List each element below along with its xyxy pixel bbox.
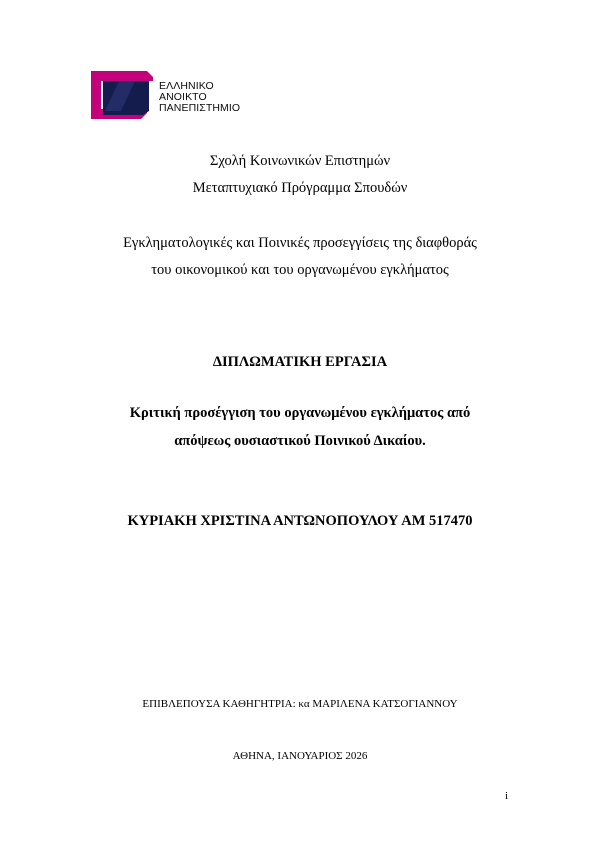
supervisor: ΕΠΙΒΛΕΠΟΥΣΑ ΚΑΘΗΓΗΤΡΙΑ: κα ΜΑΡΙΛΕΝΑ ΚΑΤΣΟΓΙΑΝΝΟΥ: [142, 698, 458, 710]
author-name: ΚΥΡΙΑΚΗ ΧΡΙΣΤΙΝΑ ΑΝΤΩΝΟΠΟΥΛΟΥ ΑΜ 517470: [127, 513, 473, 529]
logo-line-1: ΕΛΛΗΝΙΚΟ: [159, 80, 214, 92]
university-logo: [91, 71, 271, 119]
program-name: Μεταπτυχιακό Πρόγραμμα Σπουδών: [192, 180, 408, 196]
logo-wordmark: [159, 81, 240, 114]
document-type: ΔΙΠΛΩΜΑΤΙΚΗ ΕΡΓΑΣΙΑ: [212, 354, 388, 370]
specialization-line-1: Εγκληματολογικές και Ποινικές προσεγγίσεις της διαφθοράς: [123, 235, 477, 251]
specialization-line-2: του οικονομικού και του οργανωμένου εγκλήματος: [151, 262, 449, 278]
logo-line-2: ΑΝΟΙΚΤΟ: [159, 91, 207, 103]
logo-line-3: ΠΑΝΕΠΙΣΤΗΜΙΟ: [159, 102, 241, 114]
place-date: ΑΘΗΝΑ, ΙΑΝΟΥΑΡΙΟΣ 2026: [232, 750, 368, 762]
thesis-title-line-2: απόψεως ουσιαστικού Ποινικού Δικαίου.: [174, 433, 426, 449]
logo-mark-icon: [91, 71, 155, 119]
thesis-title-line-1: Κριτική προσέγγιση του οργανωμένου εγκλήματος από: [129, 405, 471, 421]
page-number: i: [505, 790, 509, 802]
school-name: Σχολή Κοινωνικών Επιστημών: [209, 153, 391, 169]
